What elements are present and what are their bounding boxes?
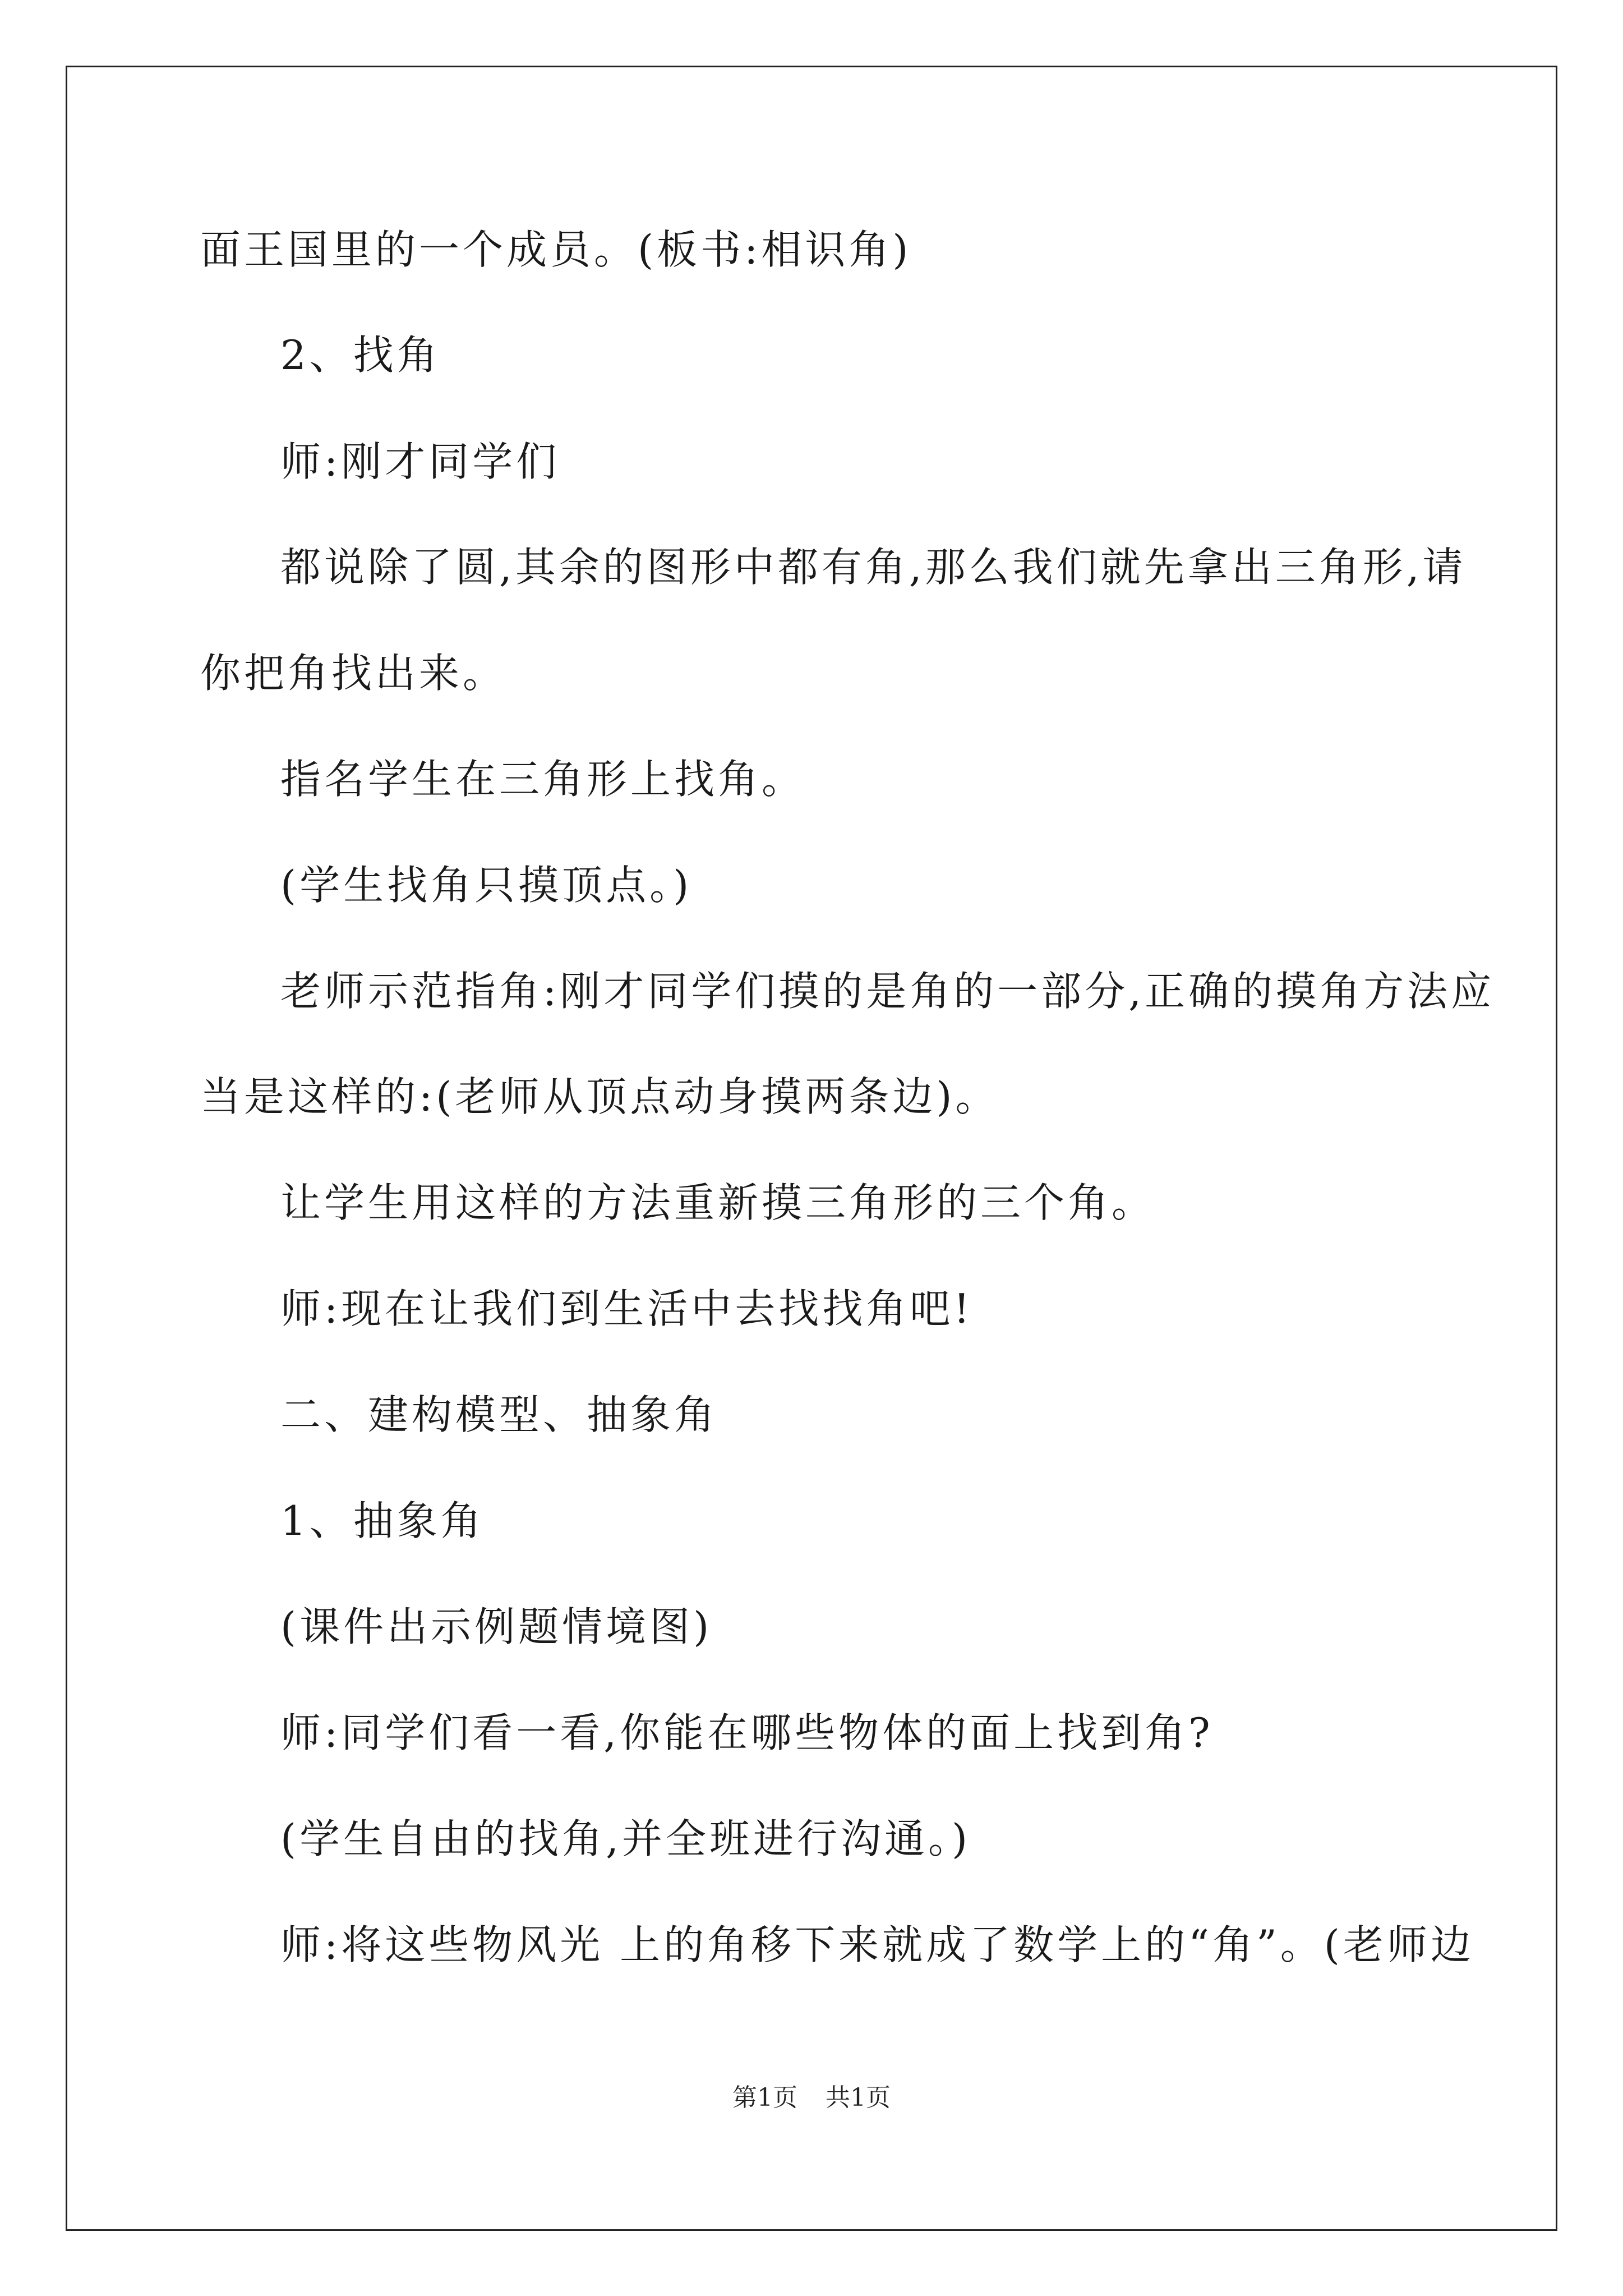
page-border (66, 66, 1557, 2231)
text-line: 面王国里的一个成员。(板书:相识角) (200, 226, 912, 273)
text-line: 师:将这些物风光 上的角移下来就成了数学上的“角”。(老师边 (280, 1921, 1474, 1968)
text-line: 师:现在让我们到生活中去找找角吧! (280, 1285, 974, 1332)
text-line: (学生找角只摸顶点。) (280, 862, 693, 909)
page-total: 共1页 (826, 2083, 891, 2112)
text-line: 1、抽象角 (280, 1497, 485, 1544)
text-line: 2、找角 (280, 332, 441, 379)
text-line: 老师示范指角:刚才同学们摸的是角的一部分,正确的摸角方法应 (280, 968, 1495, 1015)
text-line: 让学生用这样的方法重新摸三角形的三个角。 (280, 1179, 1156, 1226)
text-line: (课件出示例题情境图) (280, 1603, 713, 1650)
page-footer (0, 2081, 1623, 2115)
text-line: 二、建构模型、抽象角 (280, 1391, 718, 1438)
text-line: 师:同学们看一看,你能在哪些物体的面上找到角? (280, 1709, 1214, 1756)
text-line: (学生自由的找角,并全班进行沟通。) (280, 1815, 971, 1862)
page-number: 第1页 (732, 2083, 797, 2112)
text-line: 当是这样的:(老师从顶点动身摸两条边)。 (200, 1073, 999, 1120)
text-line: 师:刚才同学们 (280, 438, 560, 485)
text-line: 都说除了圆,其余的图形中都有角,那么我们就先拿出三角形,请 (280, 544, 1467, 591)
text-line: 指名学生在三角形上找角。 (280, 756, 806, 803)
text-line: 你把角找出来。 (200, 650, 507, 697)
